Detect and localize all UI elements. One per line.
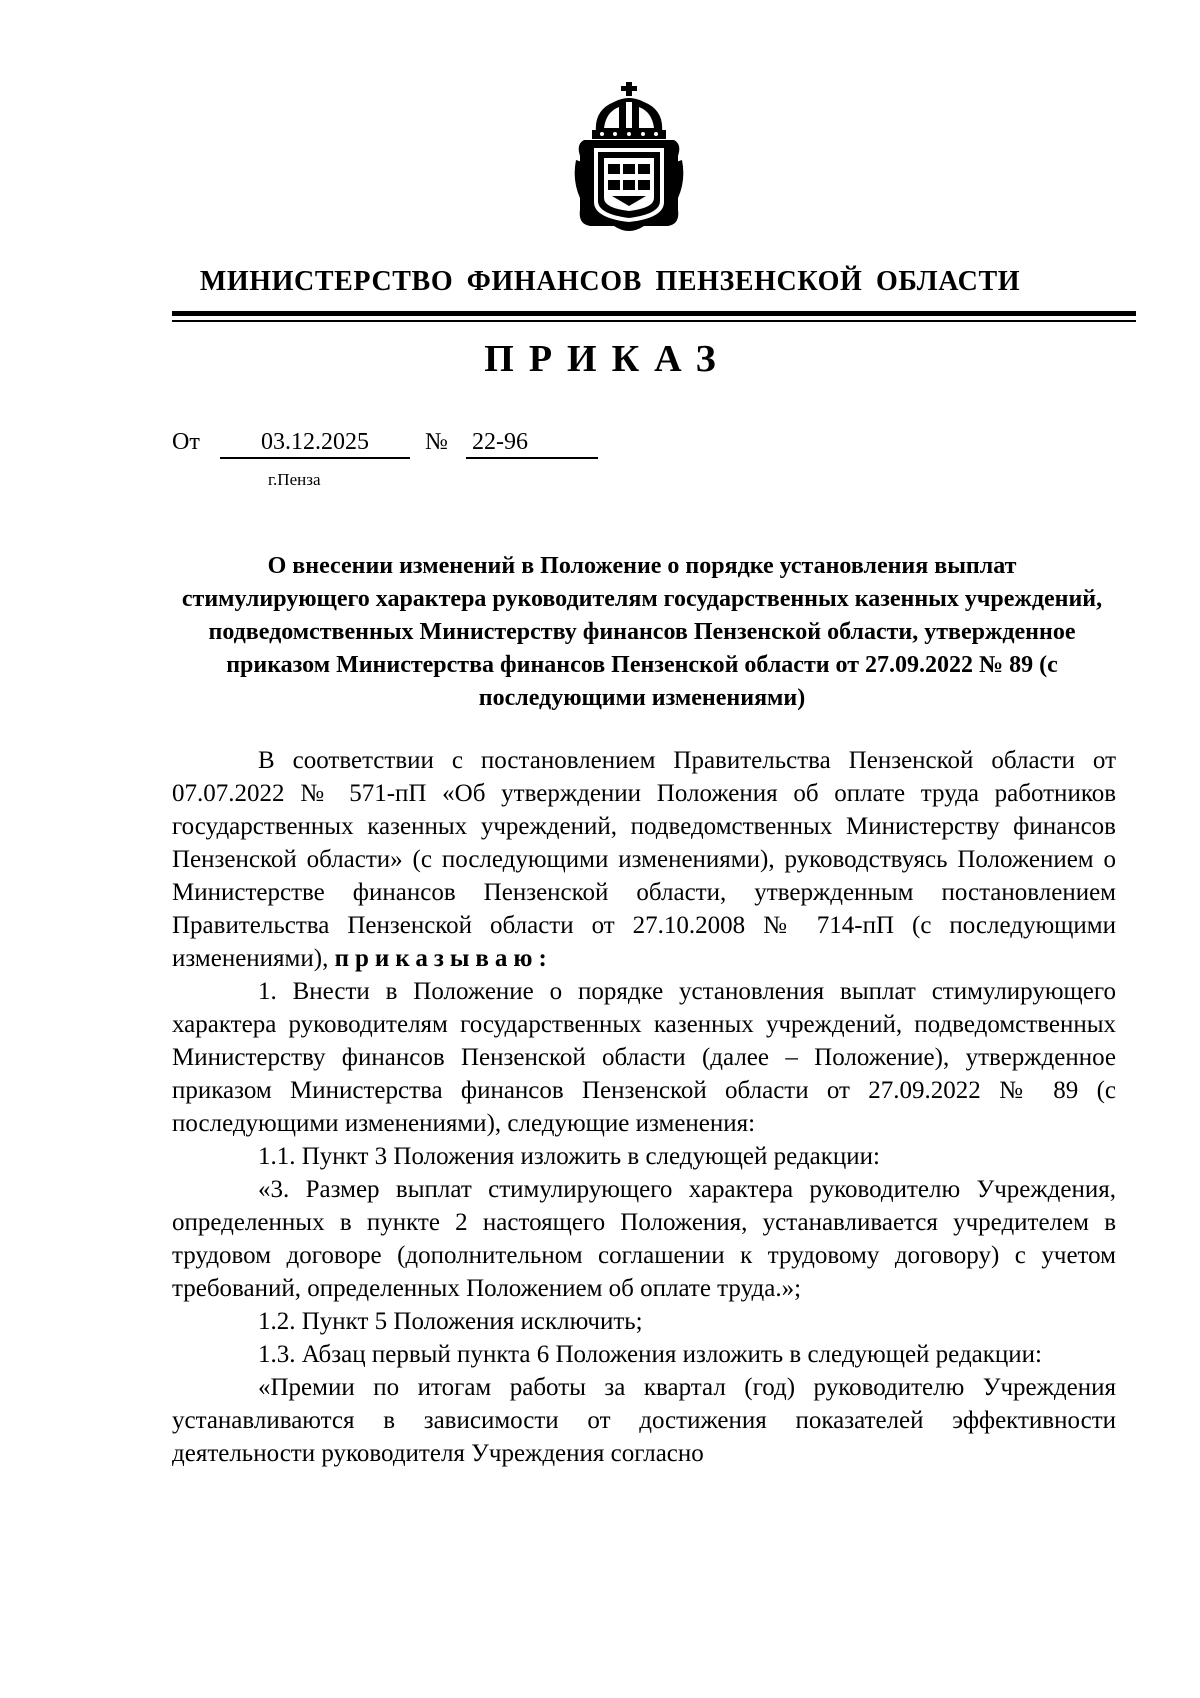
item-1-2: 1.2. Пункт 5 Положения исключить;	[258, 1308, 643, 1335]
header-rule-thick	[172, 311, 1136, 316]
order-number: 22-96	[466, 429, 598, 459]
document-type-title: ПРИКАЗ	[484, 338, 731, 380]
item-1-1-quote: «3. Размер выплат стимулирующего характера руководителю Учреждения, определенных в пункте 2 настоящего Положения, устанавливается учредителем в трудовом договоре (дополнительном соглашении к трудовому договору) с учетом требований, определенных Положением об оплате труда.»;	[172, 1176, 1116, 1302]
item-1-3: 1.3. Абзац первый пункта 6 Положения изложить в следующей редакции:	[258, 1341, 1042, 1368]
item-1-3-quote: «Премии по итогам работы за квартал (год) руководителю Учреждения устанавливаются в зависимости от достижения показателей эффективности деятельности руководителя Учреждения согласно	[172, 1374, 1116, 1467]
order-date: 03.12.2025	[220, 429, 410, 459]
number-sign: №	[425, 429, 448, 455]
order-date-number-row	[172, 429, 672, 463]
order-word: приказываю:	[334, 945, 553, 972]
ministry-name: МИНИСТЕРСТВО ФИНАНСОВ ПЕНЗЕНСКОЙ ОБЛАСТИ	[199, 266, 1021, 297]
header-rule-thin	[172, 320, 1136, 322]
date-prefix: От	[172, 429, 200, 455]
preamble-text: В соответствии с постановлением Правительства Пензенской области от 07.07.2022 № 571-пП «Об утверждении Положения об оплате труда работников государственных казенных учреждений, подведомственных Министерству финансов Пензенской области» (с последующими изменениями), руководствуясь Положением о Министерстве финансов Пензенской области, утвержденным постановлением Правительства Пензенской области от 27.10.2008 № 714-пП (с последующими изменениями),	[172, 747, 1116, 972]
item-1-1: 1.1. Пункт 3 Положения изложить в следующей редакции:	[258, 1143, 880, 1170]
penza-coat-of-arms-icon	[574, 80, 684, 235]
preamble-paragraph	[172, 744, 1116, 975]
item-1: 1. Внести в Положение о порядке установления выплат стимулирующего характера руководителям государственных казенных учреждений, подведомственных Министерству финансов Пензенской области (далее – Положение), утвержденное приказом Министерства финансов Пензенской области от 27.09.2022 № 89 (с последующими изменениями), следующие изменения:	[172, 978, 1116, 1137]
order-subject-heading: О внесении изменений в Положение о порядке установления выплат стимулирующего характера руководителям государственных казенных учреждений, подведомственных Министерству финансов Пензенской области, утвержденное приказом Министерства финансов Пензенской области от 27.09.2022 № 89 (с последующими изменениями)	[181, 553, 1103, 711]
order-body	[172, 744, 1116, 1470]
city-label: г.Пенза	[268, 470, 321, 489]
